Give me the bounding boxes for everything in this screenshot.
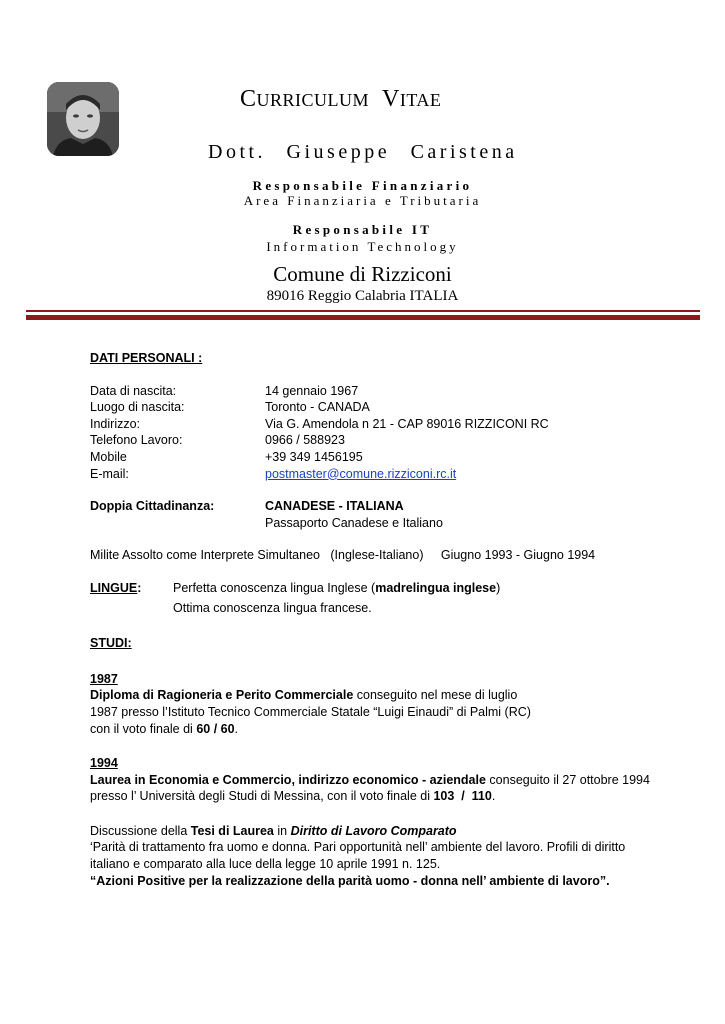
person-name: Dott. Giuseppe Caristena (208, 141, 518, 163)
passport-row: Passaporto Canadese e Italiano (265, 515, 443, 530)
thesis-line-4: “Azioni Positive per la realizzazione della parità uomo - donna nell’ ambiente di lavoro”. (90, 873, 610, 888)
thesis-line-3: italiano e comparato alla luce della legge 10 aprile 1991 n. 125. (90, 857, 441, 872)
divider-thin (26, 310, 700, 312)
degree-line-2: presso l’ Università degli Studi di Messina, con il voto finale di 103 / 110. (90, 789, 496, 804)
language-english: Perfetta conoscenza lingua Inglese (madrelingua inglese) (173, 580, 501, 595)
role-it: Responsabile IT (292, 222, 433, 237)
portrait-image (47, 82, 119, 156)
thesis-line-2: ‘Parità di trattamento fra uomo e donna. Pari opportunità nell’ ambiente del lavoro. Profili di diritto (90, 840, 626, 855)
personal-data-list (90, 383, 690, 483)
languages-heading: LINGUE (90, 580, 138, 595)
organization-name: Comune di Rizziconi (273, 262, 452, 286)
profile-photo (47, 82, 119, 156)
year-1994: 1994 (90, 756, 118, 771)
personal-data-heading: DATI PERSONALI : (90, 351, 203, 365)
languages-row-2 (90, 600, 690, 617)
languages-row: LINGUE: Perfetta conoscenza lingua Inglese (madrelingua inglese) (90, 580, 501, 595)
personal-row: Indirizzo: Via G. Amendola n 21 - CAP 89016 RIZZICONI RC (90, 416, 549, 431)
degree-line: Laurea in Economia e Commercio, indirizzo economico - aziendale conseguito il 27 ottobre 1994 (90, 772, 650, 787)
year-1987: 1987 (90, 671, 118, 686)
diploma-line-3: con il voto finale di 60 / 60. (90, 721, 239, 736)
cv-title: CURRICULUM VITAE (240, 86, 442, 112)
organization-address: 89016 Reggio Calabria ITALIA (266, 288, 459, 304)
military-service: Milite Assolto come Interprete Simultaneo (Inglese-Italiano) Giugno 1993 - Giugno 1994 (90, 548, 596, 563)
area-it: Information Technology (266, 239, 459, 254)
cv-body (90, 350, 690, 889)
personal-row: Telefono Lavoro: 0966 / 588923 (90, 433, 345, 448)
thesis-line: Discussione della Tesi di Laurea in Diritto di Lavoro Comparato (90, 823, 457, 838)
personal-row: Mobile +39 349 1456195 (90, 449, 363, 464)
email-link[interactable]: postmaster@comune.rizziconi.rc.it (265, 466, 457, 481)
personal-row: Data di nascita: 14 gennaio 1967 (90, 383, 359, 398)
studies-heading: STUDI: (90, 636, 132, 651)
diploma-line-2: 1987 presso l’Istituto Tecnico Commerciale Statale “Luigi Einaudi” di Palmi (RC) (90, 704, 531, 719)
personal-row: E-mail: postmaster@comune.rizziconi.rc.it (90, 466, 457, 481)
language-french: Ottima conoscenza lingua francese. (173, 600, 372, 615)
area-finance: Area Finanziaria e Tributaria (243, 193, 482, 208)
divider-thick (26, 315, 700, 320)
role-finance: Responsabile Finanziario (252, 178, 473, 193)
personal-row: Luogo di nascita: Toronto - CANADA (90, 400, 370, 415)
citizenship-row: Doppia Cittadinanza: CANADESE - ITALIANA (90, 499, 404, 514)
diploma-line: Diploma di Ragioneria e Perito Commerciale conseguito nel mese di luglio (90, 688, 518, 703)
